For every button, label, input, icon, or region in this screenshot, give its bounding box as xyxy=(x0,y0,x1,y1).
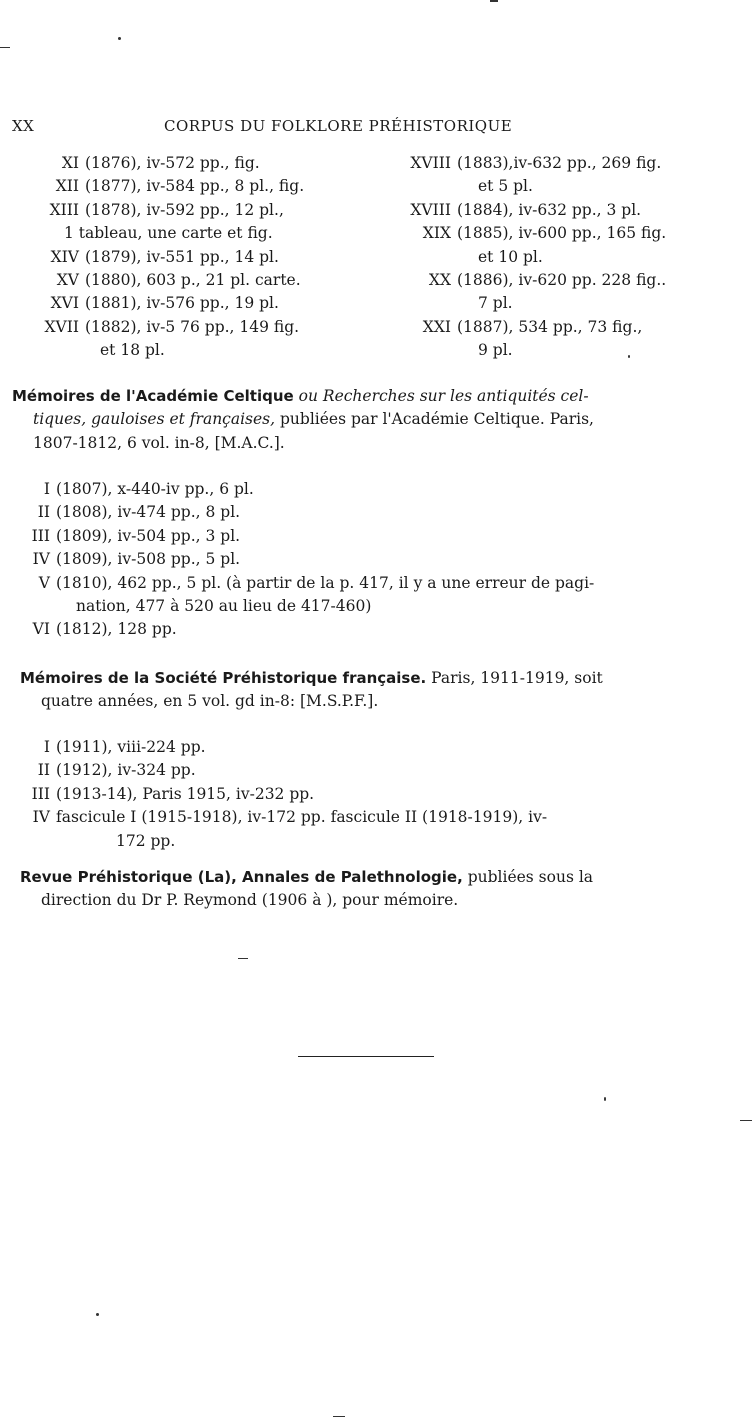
scan-speck xyxy=(96,1313,99,1316)
list-item: XI (1876), iv-572 pp., fig. xyxy=(61,154,260,172)
scan-speck xyxy=(333,1416,345,1417)
list-item: XIX (1885), iv-600 pp., 165 fig. xyxy=(422,224,667,243)
entry-title: Revue Préhistorique (La), Annales de Palethnologie, xyxy=(20,868,463,886)
list-item: XVIII (1884), iv-632 pp., 3 pl. xyxy=(410,200,642,219)
list-item: II (1808), iv-474 pp., 8 pl. xyxy=(37,503,241,522)
page-header xyxy=(12,117,732,139)
volume-list-academie xyxy=(20,478,594,642)
bibliography-entry-revue: Revue Préhistorique (La), Annales de Palethnologie, publiées sous la direction du Dr P. Reymond (1906 à ), pour mémoire. xyxy=(20,868,594,910)
list-item: III (1809), iv-504 pp., 3 pl. xyxy=(31,526,241,545)
list-item: IV (1809), iv-508 pp., 5 pl. xyxy=(32,550,241,569)
scan-speck xyxy=(238,958,248,959)
section-divider xyxy=(298,1056,434,1057)
list-item: I (1911), viii-224 pp. xyxy=(43,738,206,756)
scan-speck xyxy=(628,355,630,358)
list-item: XVI (1881), iv-576 pp., 19 pl. xyxy=(50,294,279,313)
list-item-continuation: 9 pl. xyxy=(478,341,513,360)
running-title: CORPUS DU FOLKLORE PRÉHISTORIQUE xyxy=(164,117,513,135)
list-item: XII (1877), iv-584 pp., 8 pl., fig. xyxy=(55,177,305,196)
list-item: V (1810), 462 pp., 5 pl. (à partir de la p. 417, il y a une erreur de pagi- xyxy=(38,573,595,592)
list-item: XVII (1882), iv-5 76 pp., 149 fig. xyxy=(44,317,300,336)
list-item: XIII (1878), iv-592 pp., 12 pl., xyxy=(49,200,284,219)
list-item-continuation: nation, 477 à 520 au lieu de 417-460) xyxy=(76,597,372,616)
bibliography-entry-societe: Mémoires de la Société Préhistorique française. Paris, 1911-1919, soit quatre années, en 5 vol. gd in-8: [M.S.P.F.]. xyxy=(20,669,603,711)
scan-speck xyxy=(0,47,10,48)
list-item-continuation: et 10 pl. xyxy=(478,247,543,266)
volume-list-societe xyxy=(20,736,547,853)
page-number: XX xyxy=(12,117,35,135)
list-item-continuation: et 18 pl. xyxy=(100,341,165,360)
volume-list-left xyxy=(12,152,362,363)
list-item-continuation: 1 tableau, une carte et fig. xyxy=(64,224,273,243)
list-item: XV (1880), 603 p., 21 pl. carte. xyxy=(56,271,301,290)
scan-speck xyxy=(490,0,498,2)
list-item: XVIII (1883),iv-632 pp., 269 fig. xyxy=(410,154,662,172)
list-item: II (1912), iv-324 pp. xyxy=(37,761,196,780)
list-item: I (1807), x-440-iv pp., 6 pl. xyxy=(43,480,254,498)
list-item: XX (1886), iv-620 pp. 228 fig.. xyxy=(428,271,667,290)
list-item: XXI (1887), 534 pp., 73 fig., xyxy=(422,317,643,336)
entry-title: Mémoires de l'Académie Celtique xyxy=(12,387,294,405)
volume-list-right xyxy=(378,152,738,363)
bibliography-entry-academie: Mémoires de l'Académie Celtique ou Recherches sur les antiquités cel- tiques, gauloises et françaises, publiées par l'Académie Celtique. Paris, 1807-1812, 6 vol. in-8, [M.A.C.]. xyxy=(12,387,594,452)
list-item: VI (1812), 128 pp. xyxy=(32,620,177,639)
entry-title: Mémoires de la Société Préhistorique française. xyxy=(20,669,427,687)
list-item: III (1913-14), Paris 1915, iv-232 pp. xyxy=(31,784,315,803)
scan-speck xyxy=(740,1120,752,1121)
list-item: XIV (1879), iv-551 pp., 14 pl. xyxy=(50,247,279,266)
scan-speck xyxy=(118,37,121,40)
list-item-continuation: 172 pp. xyxy=(116,831,176,850)
list-item: IV fascicule I (1915-1918), iv-172 pp. fascicule II (1918-1919), iv- xyxy=(32,808,548,827)
list-item-continuation: et 5 pl. xyxy=(478,177,533,196)
scan-speck xyxy=(604,1097,606,1101)
list-item-continuation: 7 pl. xyxy=(478,294,513,313)
